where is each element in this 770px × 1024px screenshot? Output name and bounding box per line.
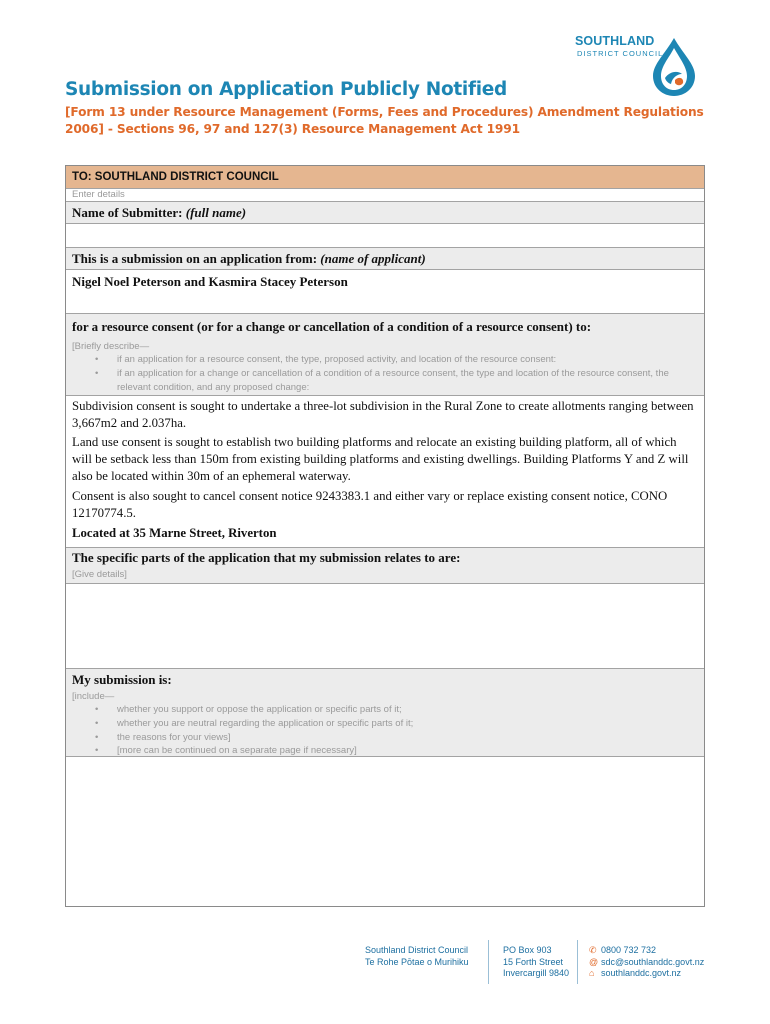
submitter-name-field[interactable]: [66, 223, 704, 247]
parts-hint: [Give details]: [72, 569, 127, 580]
footer-contact: [589, 945, 704, 980]
footer-street: 15 Forth Street: [503, 956, 564, 967]
submission-field[interactable]: [66, 756, 704, 906]
footer-council-name: Southland District Council: [365, 945, 469, 955]
page-subtitle: [Form 13 under Resource Management (Forms, Fees and Procedures) Amendment Regulations 2006] - Sections 96, 97 and 127(3) Resource Management Act 1991: [65, 105, 704, 136]
consent-bullet: • if an application for a change or cancellation of a condition of a resource consent, the type and location of the resource consent, the relevant condition, and any proposed change:: [95, 368, 669, 393]
footer-council-maori-name: Te Rohe Pōtae o Murihiku: [365, 956, 469, 967]
parts-label-row: [66, 547, 704, 583]
applicant-name-value: Nigel Noel Peterson and Kasmira Stacey Peterson: [72, 274, 348, 289]
water-drop-logo-icon: [645, 36, 703, 98]
consent-paragraph: Consent is also sought to cancel consent notice 9243383.1 and either vary or replace existing consent notice, CONO 12170774.5.: [72, 489, 668, 520]
submission-bullet: • [more can be continued on a separate page if necessary]: [95, 745, 357, 756]
footer-divider: [577, 940, 578, 984]
logo-name: SOUTHLAND: [575, 34, 655, 48]
applicant-label: This is a submission on an application from: (name of applicant): [72, 251, 426, 266]
parts-field[interactable]: [66, 583, 704, 668]
footer-city: Invercargill 9840: [503, 968, 570, 978]
applicant-name-field[interactable]: [66, 269, 704, 313]
email-icon: @: [589, 956, 599, 967]
home-icon: ⌂: [589, 968, 595, 978]
submission-bullet: • whether you are neutral regarding the application or specific parts of it;: [95, 718, 414, 729]
consent-label: for a resource consent (or for a change or cancellation of a condition of a resource consent) to:: [72, 319, 592, 334]
submitter-label: Name of Submitter: (full name): [72, 205, 247, 220]
enter-details-hint: Enter details: [72, 189, 125, 200]
parts-label: The specific parts of the application that my submission relates to are:: [72, 550, 461, 565]
footer-phone[interactable]: ✆ 0800 732 732: [589, 945, 657, 955]
submission-label: My submission is:: [72, 672, 172, 687]
submitter-label-row: [66, 201, 704, 223]
submission-hint: [include—: [72, 691, 115, 702]
footer-website[interactable]: ⌂ southlanddc.govt.nz: [589, 968, 682, 978]
to-label: TO: SOUTHLAND DISTRICT COUNCIL: [72, 171, 279, 183]
phone-icon: ✆: [589, 945, 597, 955]
footer-address: [503, 945, 569, 980]
submission-form: [65, 165, 705, 907]
page-title: Submission on Application Publicly Notified: [65, 79, 507, 100]
consent-bullet: • if an application for a resource consent, the type, proposed activity, and location of the resource consent:: [95, 354, 557, 365]
submission-label-row: [66, 668, 704, 756]
consent-description-row: [66, 313, 704, 395]
footer-email[interactable]: @ sdc@southlanddc.govt.nz: [589, 956, 705, 967]
location-text: Located at 35 Marne Street, Riverton: [72, 526, 277, 540]
consent-paragraph: Land use consent is sought to establish two building platforms and relocate an existing building platform, all of which will be setback less than 150m from existing building platforms and existing dwellings. Building Platforms Y and Z will also be located within 30m of an ephemeral waterway.: [72, 435, 689, 483]
applicant-label-row: [66, 247, 704, 269]
footer-divider: [488, 940, 489, 984]
council-logo: [575, 34, 725, 114]
to-header: [66, 166, 704, 188]
consent-paragraph: Subdivision consent is sought to undertake a three-lot subdivision in the Rural Zone to create allotments ranging between 3,667m2 and 2.037ha.: [72, 399, 694, 430]
enter-details-row: [66, 188, 704, 201]
footer-council: [365, 945, 469, 968]
submission-bullet: • whether you support or oppose the application or specific parts of it;: [95, 704, 402, 715]
consent-hint: [Briefly describe—: [72, 341, 150, 352]
consent-details-field[interactable]: [66, 395, 704, 547]
submission-bullet: • the reasons for your views]: [95, 732, 231, 743]
logo-subtitle: DISTRICT COUNCIL: [577, 49, 664, 58]
footer-po-box: PO Box 903: [503, 945, 552, 955]
